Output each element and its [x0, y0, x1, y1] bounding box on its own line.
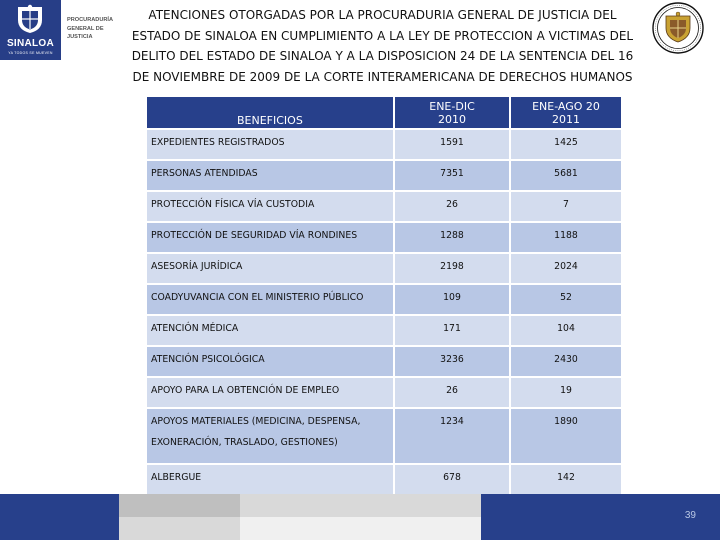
benefit-label: ATENCIÓN PSICOLÓGICA — [146, 346, 394, 377]
value-2010: 109 — [394, 284, 510, 315]
table-row — [146, 253, 622, 284]
benefit-label-line: APOYOS MATERIALES (MEDICINA, DESPENSA, — [151, 416, 361, 427]
table-row — [146, 377, 622, 408]
benefit-label: PROTECCIÓN DE SEGURIDAD VÍA RONDINES — [146, 222, 394, 253]
benefit-label: ASESORÍA JURÍDICA — [146, 253, 394, 284]
title-line: ESTADO DE SINALOA EN CUMPLIMIENTO A LA LEY DE PROTECCION A VICTIMAS DEL — [131, 28, 634, 43]
value-2010: 7351 — [394, 160, 510, 191]
value-2011: 1188 — [510, 222, 622, 253]
value-2010: 678 — [394, 464, 510, 495]
table-row — [146, 191, 622, 222]
value-2011: 7 — [510, 191, 622, 222]
header-2011-line: 2011 — [552, 112, 580, 126]
value-2010: 3236 — [394, 346, 510, 377]
header-2011-line: ENE-AGO 20 — [532, 99, 600, 113]
table-row — [146, 464, 622, 495]
table-row — [146, 160, 622, 191]
benefit-label: PERSONAS ATENDIDAS — [146, 160, 394, 191]
procuraduria-seal-icon — [652, 2, 704, 54]
value-2011: 1425 — [510, 129, 622, 160]
table-row — [146, 222, 622, 253]
value-2011: 19 — [510, 377, 622, 408]
value-2011: 52 — [510, 284, 622, 315]
benefit-label: COADYUVANCIA CON EL MINISTERIO PÚBLICO — [146, 284, 394, 315]
table-row — [146, 315, 622, 346]
logo-motto: YA TODOS SE MUEVEN — [8, 51, 53, 55]
footer-bar-whitegray — [240, 517, 481, 540]
title-line: DE NOVIEMBRE DE 2009 DE LA CORTE INTERAMERICANA DE DERECHOS HUMANOS — [132, 69, 633, 84]
sinaloa-logo-box — [0, 0, 61, 60]
value-2010: 1288 — [394, 222, 510, 253]
header-2010-line: 2010 — [438, 112, 466, 126]
value-2010: 26 — [394, 377, 510, 408]
value-2010: 1234 — [394, 408, 510, 464]
header-2010-line: ENE-DIC — [429, 99, 475, 113]
table-header-row — [146, 96, 622, 129]
header-2011 — [510, 96, 622, 129]
table-row — [146, 284, 622, 315]
logo-org-name — [67, 16, 125, 42]
value-2010: 171 — [394, 315, 510, 346]
value-2011: 1890 — [510, 408, 622, 464]
table-row — [146, 346, 622, 377]
footer-bar-lightgray — [240, 494, 481, 517]
footer-bar-lightgray — [119, 517, 240, 540]
value-2011: 104 — [510, 315, 622, 346]
value-2010: 1591 — [394, 129, 510, 160]
page-title — [130, 5, 635, 87]
value-2011: 5681 — [510, 160, 622, 191]
benefit-label-line: EXONERACIÓN, TRASLADO, GESTIONES) — [151, 437, 338, 448]
value-2011: 2024 — [510, 253, 622, 284]
benefit-label: EXPEDIENTES REGISTRADOS — [146, 129, 394, 160]
title-line: DELITO DEL ESTADO DE SINALOA Y A LA DISPOSICION 24 DE LA SENTENCIA DEL 16 — [131, 49, 634, 63]
value-2010: 2198 — [394, 253, 510, 284]
logo-org-line: JUSTICIA — [67, 34, 93, 40]
table-row — [146, 129, 622, 160]
benefits-table — [146, 96, 622, 495]
page-number: 39 — [684, 510, 696, 521]
footer-bar-gray — [119, 494, 240, 517]
sinaloa-shield-icon — [14, 4, 46, 34]
benefit-label: ALBERGUE — [146, 464, 394, 495]
logo-org-line: GENERAL DE — [67, 25, 104, 32]
title-line: ATENCIONES OTORGADAS POR LA PROCURADURIA GENERAL DE JUSTICIA DEL — [148, 8, 617, 22]
header-benefits: BENEFICIOS — [146, 96, 394, 129]
header-2010 — [394, 96, 510, 129]
value-2011: 142 — [510, 464, 622, 495]
logo-name: SINALOA — [6, 38, 55, 49]
benefit-label — [146, 408, 394, 464]
footer-band-left — [0, 494, 119, 540]
value-2011: 2430 — [510, 346, 622, 377]
table-row — [146, 408, 622, 464]
value-2010: 26 — [394, 191, 510, 222]
benefit-label: APOYO PARA LA OBTENCIÓN DE EMPLEO — [146, 377, 394, 408]
benefit-label: ATENCIÓN MÉDICA — [146, 315, 394, 346]
logo-org-line: PROCURADURÍA — [67, 17, 113, 23]
benefit-label: PROTECCIÓN FÍSICA VÍA CUSTODIA — [146, 191, 394, 222]
pgj-logo — [0, 0, 125, 62]
